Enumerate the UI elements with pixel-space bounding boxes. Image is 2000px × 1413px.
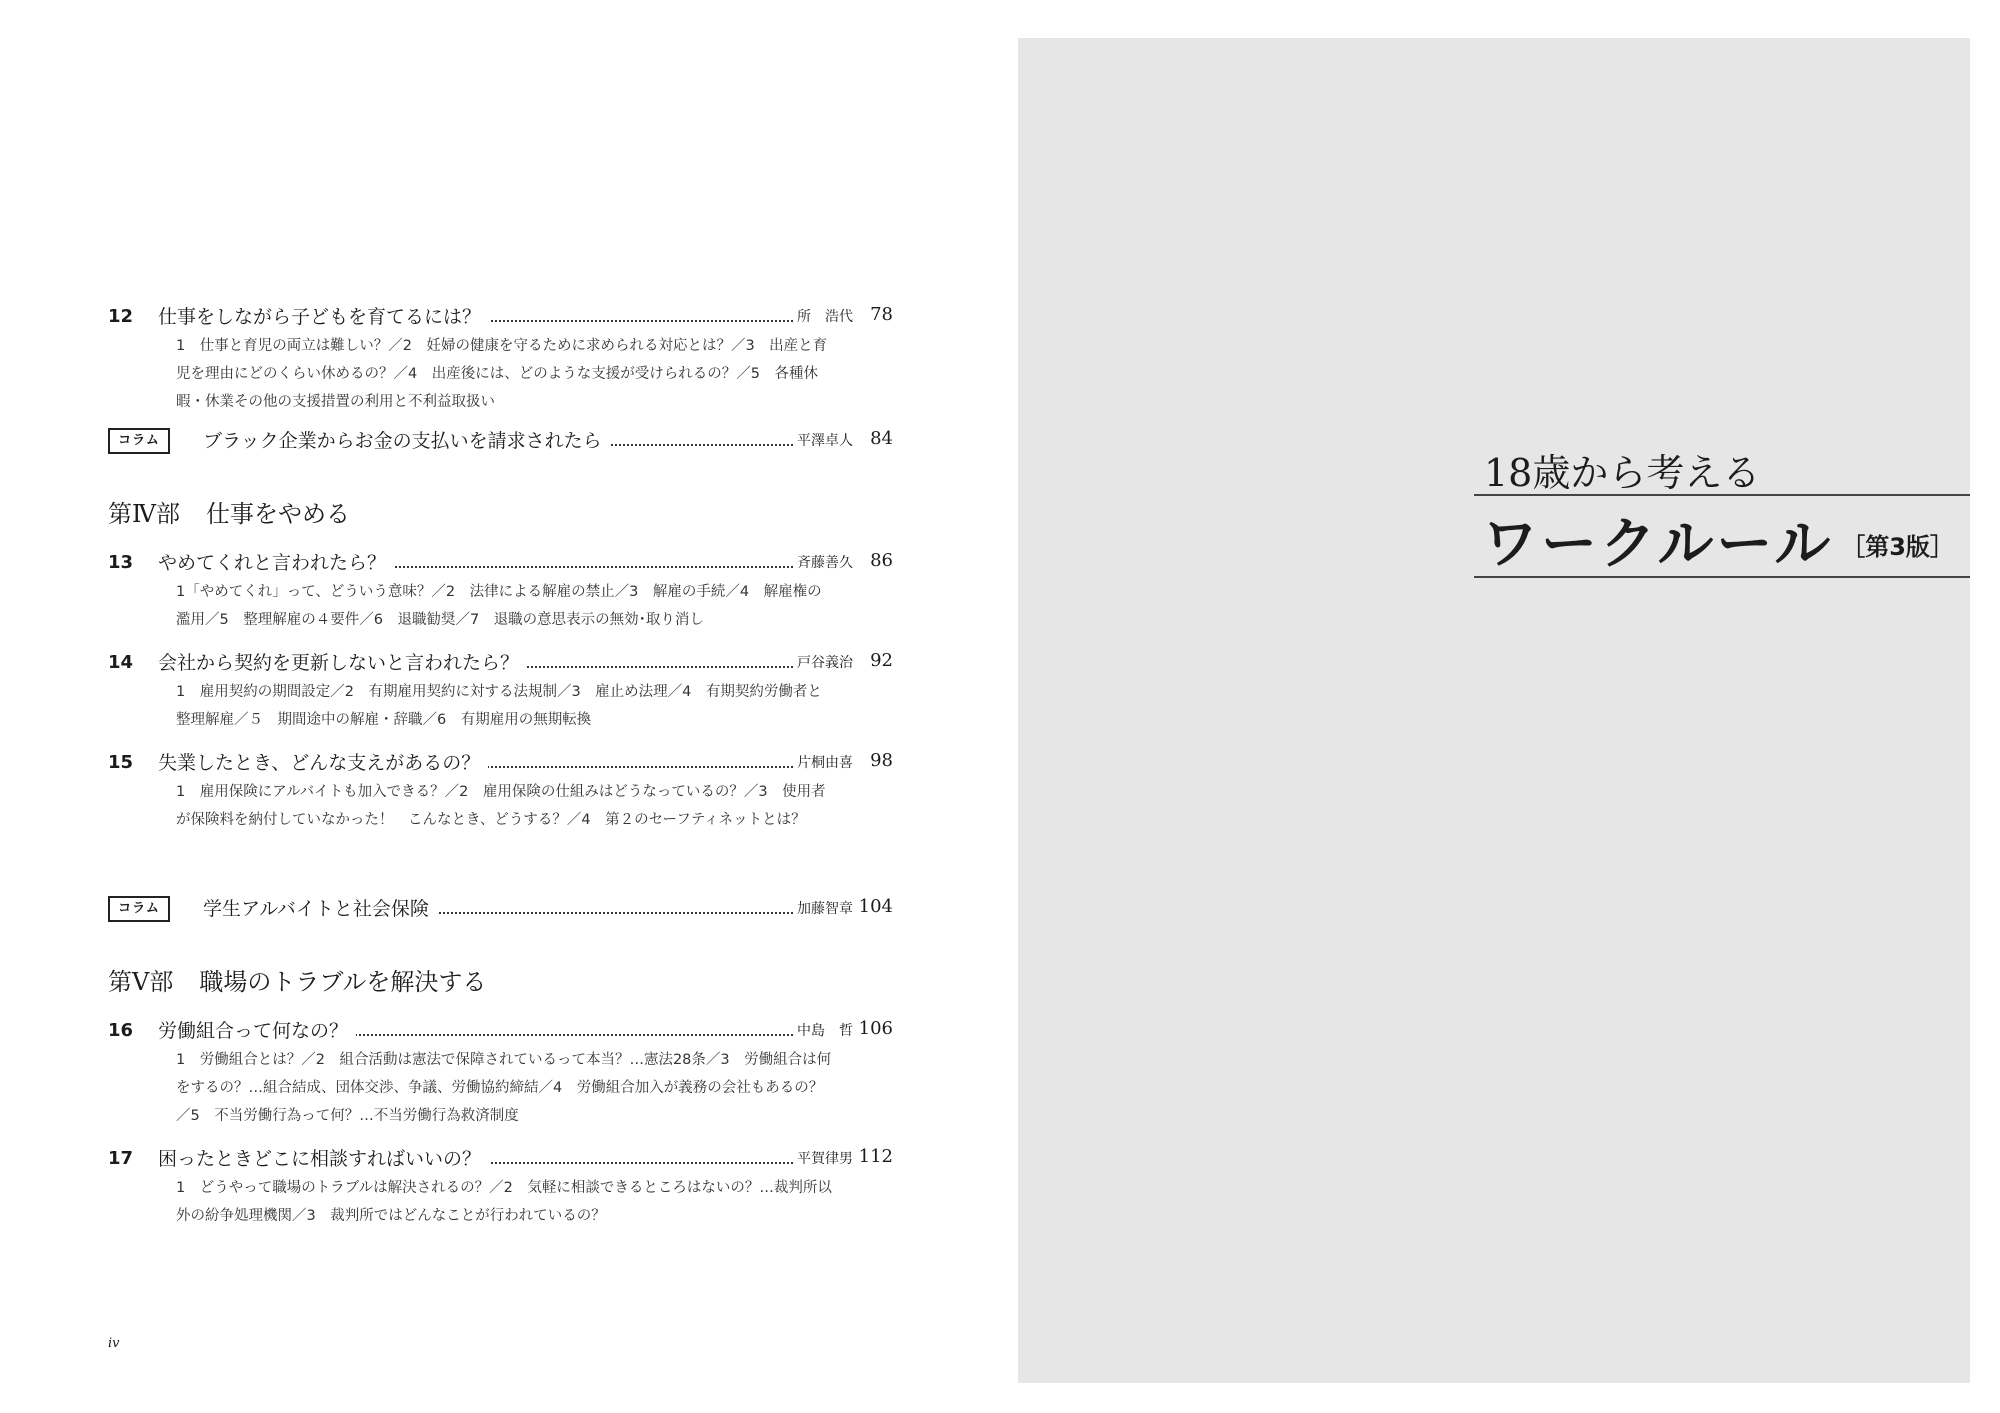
- section-list: 1 雇用保険にアルバイトも加入できる？／2 雇用保険の仕組みはどうなっているの？／3 使用者が保険料を納付していなかった！ こんなとき、どうする？／4 第２のセーフティネットとは？: [176, 784, 826, 828]
- page-number: 104: [858, 896, 893, 917]
- title-rule-top: [1474, 494, 1970, 496]
- chapter-author: 平賀律男: [795, 1148, 853, 1168]
- column-badge: コラム: [108, 428, 170, 454]
- chapter-author: 所 浩代: [795, 306, 853, 326]
- chapter-number: 14: [108, 652, 134, 673]
- toc-entry-13: [108, 548, 893, 634]
- page-number: 98: [870, 750, 893, 771]
- chapter-title: 仕事をしながら子どもを育てるには？: [158, 302, 489, 329]
- toc-entry-15: [108, 748, 893, 834]
- section-list: 1 仕事と育児の両立は難しい？／2 妊婦の健康を守るために求められる対応とは？／3 出産と育児を理由にどのくらい休めるの？／4 出産後には、どのような支援が受けられるの？／5 各種休暇・休業その他の支援措置の利用と不利益取扱い: [176, 338, 828, 410]
- section-list: 1 雇用契約の期間設定／2 有期雇用契約に対する法規制／3 雇止め法理／4 有期契約労働者と整理解雇／５ 期間途中の解雇・辞職／6 有期雇用の無期転換: [176, 684, 822, 728]
- chapter-number: 15: [108, 752, 134, 773]
- book-subtitle: 18歳から考える: [1484, 451, 1761, 495]
- chapter-title: 労働組合って何なの？: [158, 1016, 356, 1043]
- column-author: 平澤卓人: [795, 430, 853, 450]
- section-list: 1 労働組合とは？／2 組合活動は憲法で保障されているって本当？…憲法28条／3 労働組合は何をするの？…組合結成、団体交渉、争議、労働協約締結／4 労働組合加入が義務の会社もあるの？／5 不当労働行為って何？…不当労働行為救済制度: [176, 1052, 832, 1124]
- book-title-text: ワークルール: [1482, 512, 1834, 577]
- toc-entry-16: [108, 1016, 893, 1130]
- edition-label: ［第3版］: [1841, 533, 1954, 561]
- page-number: 112: [858, 1146, 893, 1167]
- chapter-author: 戸谷義治: [795, 652, 853, 672]
- column-title: ブラック企業からお金の支払いを請求されたら: [203, 426, 610, 453]
- part-heading-5: [108, 962, 486, 997]
- title-page: [1018, 38, 1970, 1383]
- chapter-title: 会社から契約を更新しないと言われたら？: [158, 648, 527, 675]
- part-title: 職場のトラブルを解決する: [199, 968, 487, 996]
- chapter-number: 12: [108, 306, 134, 327]
- chapter-number: 13: [108, 552, 134, 573]
- part-title: 仕事をやめる: [205, 500, 350, 528]
- chapter-number: 17: [108, 1148, 134, 1169]
- section-list: 1 どうやって職場のトラブルは解決されるの？／2 気軽に相談できるところはないの？…裁判所以外の紛争処理機関／3 裁判所ではどんなことが行われているの？: [176, 1180, 832, 1224]
- page-number: 86: [870, 550, 893, 571]
- toc-column-104: [108, 894, 893, 924]
- toc-entry-14: [108, 648, 893, 734]
- page-number: 78: [870, 304, 893, 325]
- toc-entry-12: [108, 302, 893, 416]
- chapter-title: 失業したとき、どんな支えがあるの？: [158, 748, 488, 775]
- page-number: 106: [858, 1018, 893, 1039]
- page-number: 92: [870, 650, 893, 671]
- page-folio: iv: [108, 1336, 120, 1351]
- book-title: [1482, 500, 1954, 580]
- title-rule-bottom: [1474, 576, 1970, 578]
- page-number: 84: [870, 428, 893, 449]
- chapter-author: 斉藤善久: [795, 552, 853, 572]
- part-label: 第Ⅳ部: [108, 500, 180, 528]
- toc-column-84: [108, 426, 893, 456]
- chapter-number: 16: [108, 1020, 134, 1041]
- part-heading-4: [108, 494, 350, 529]
- toc-entry-17: [108, 1144, 893, 1230]
- column-title: 学生アルバイトと社会保険: [203, 894, 437, 921]
- chapter-title: 困ったときどこに相談すればいいの？: [158, 1144, 489, 1171]
- column-badge: コラム: [108, 896, 170, 922]
- section-list: 1「やめてくれ」って、どういう意味？／2 法律による解雇の禁止／3 解雇の手続／4 解雇権の濫用／5 整理解雇の４要件／6 退職勧奨／7 退職の意思表示の無効･取り消し: [176, 584, 822, 628]
- chapter-author: 片桐由喜: [795, 752, 853, 772]
- chapter-title: やめてくれと言われたら？: [158, 548, 394, 575]
- column-author: 加藤智章: [795, 898, 853, 918]
- chapter-author: 中島 哲: [795, 1020, 853, 1040]
- part-label: 第Ⅴ部: [108, 968, 174, 996]
